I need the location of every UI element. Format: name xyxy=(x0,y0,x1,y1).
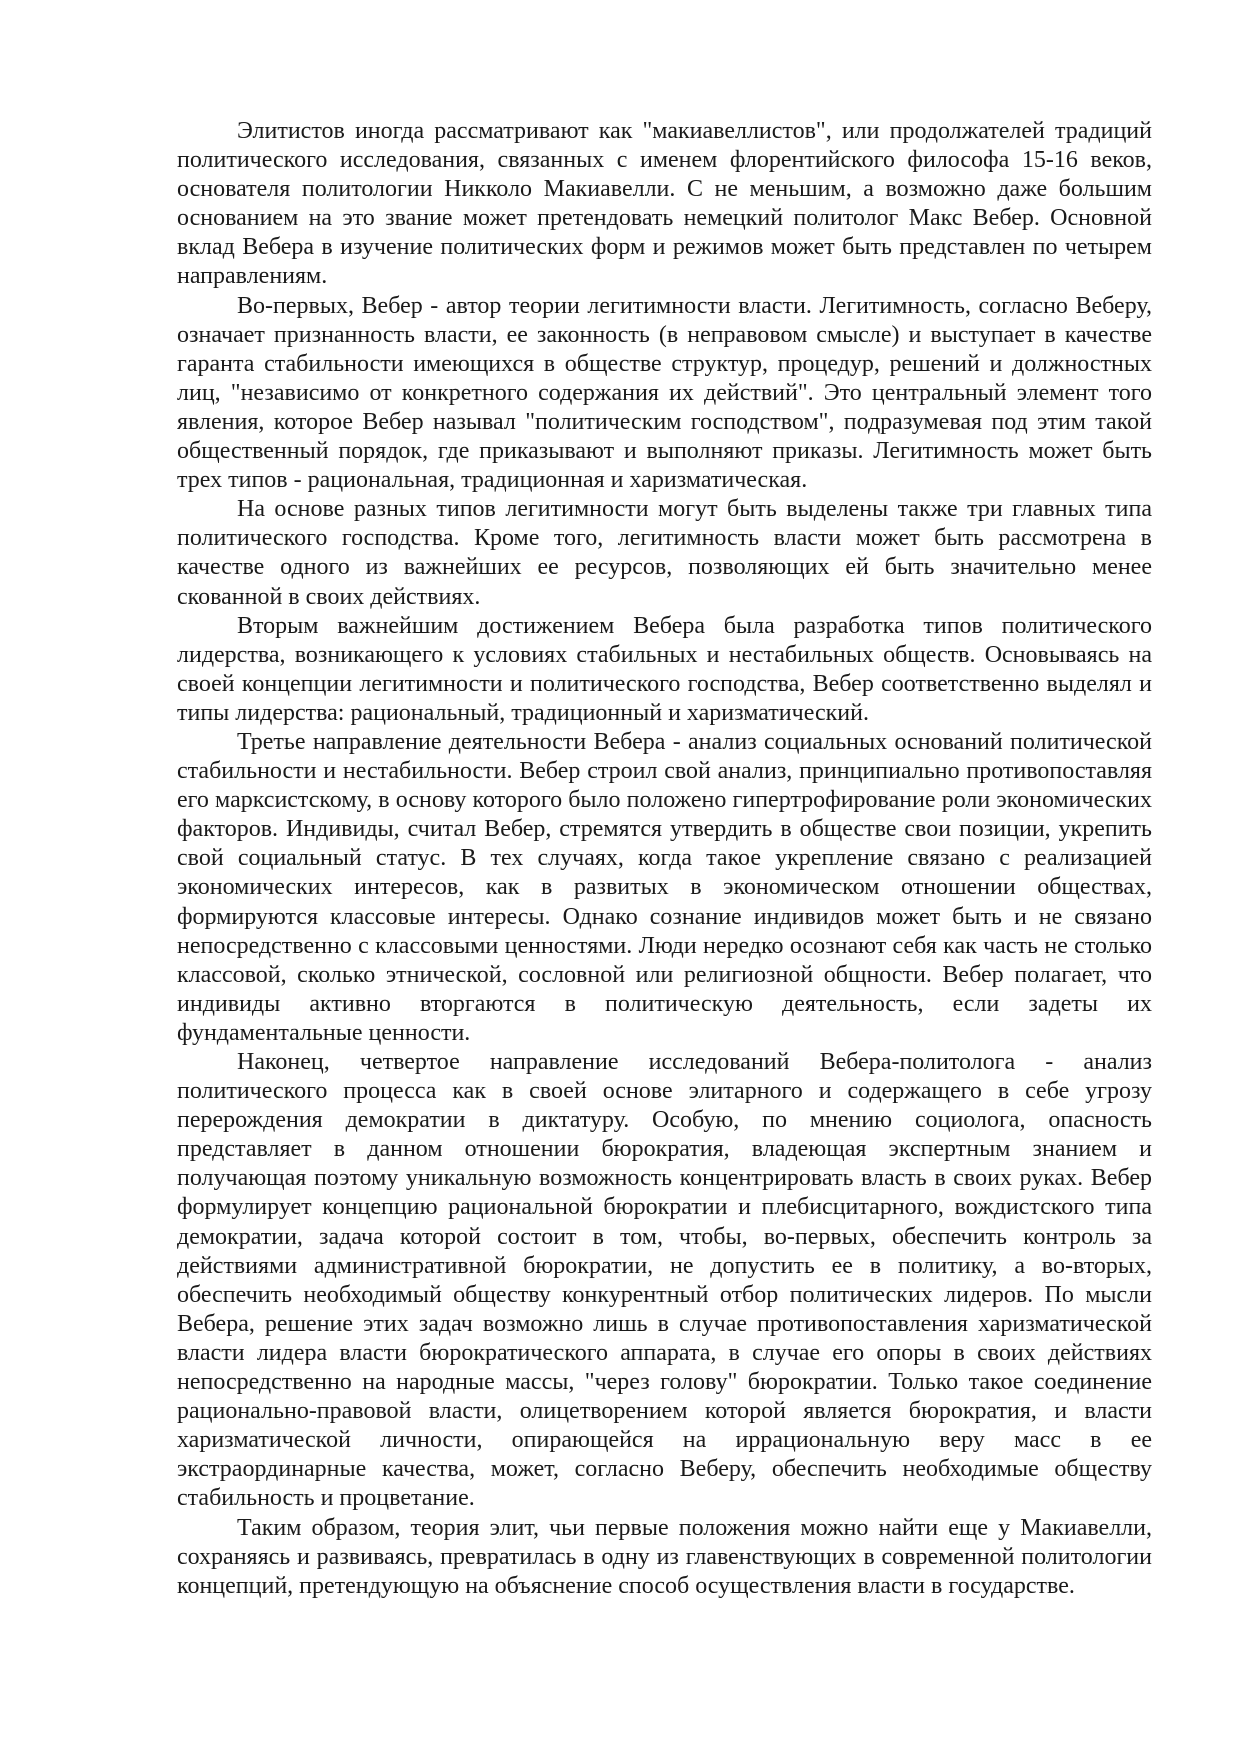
document-page xyxy=(177,117,1152,1601)
paragraph-3: На основе разных типов легитимности могут быть выделены также три главных типа политического господства. Кроме того, легитимность власти может быть рассмотрена в качестве одного из важнейших ее ресурсов, позволяющих ей быть значительно менее скованной в своих действиях. xyxy=(177,496,1152,610)
paragraph-5: Третье направление деятельности Вебера - анализ социальных оснований политической стабильности и нестабильности. Вебер строил свой анализ, принципиально противопоставляя его марксистскому, в основу которого было положено гипертрофирование роли экономических факторов. Индивиды, считал Вебер, стремятся утвердить в обществе свои позиции, укрепить свой социальный статус. В тех случаях, когда такое укрепление связано с реализацией экономических интересов, как в развитых в экономическом отношении обществах, формируются классовые интересы. Однако сознание индивидов может быть и не связано непосредственно с классовыми ценностями. Люди нередко осознают себя как часть не столько классовой, сколько этнической, сословной или религиозной общности. Вебер полагает, что индивиды активно вторгаются в политическую деятельность, если задеты их фундаментальные ценности. xyxy=(177,728,1152,1046)
paragraph-1: Элитистов иногда рассматривают как "макиавеллистов", или продолжателей традиций политического исследования, связанных с именем флорентийского философа 15-16 веков, основателя политологии Никколо Макиавелли. С не меньшим, а возможно даже большим основанием на это звание может претендовать немецкий политолог Макс Вебер. Основной вклад Вебера в изучение политических форм и режимов может быть представлен по четырем направлениям. xyxy=(177,118,1152,290)
paragraph-2: Во-первых, Вебер - автор теории легитимности власти. Легитимность, согласно Веберу, означает признанность власти, ее законность (в неправовом смысле) и выступает в качестве гаранта стабильности имеющихся в обществе структур, процедур, решений и должностных лиц, "независимо от конкретного содержания их действий". Это центральный элемент того явления, которое Вебер называл "политическим господством", подразумевая под этим такой общественный порядок, где приказывают и выполняют приказы. Легитимность может быть трех типов - рациональная, традиционная и харизматическая. xyxy=(177,292,1152,494)
paragraph-4: Вторым важнейшим достижением Вебера была разработка типов политического лидерства, возникающего к условиях стабильных и нестабильных обществ. Основываясь на своей концепции легитимности и политического господства, Вебер соответственно выделял и типы лидерства: рациональный, традиционный и харизматический. xyxy=(177,612,1152,726)
paragraph-7: Таким образом, теория элит, чьи первые положения можно найти еще у Макиавелли, сохраняясь и развиваясь, превратилась в одну из главенствующих в современной политологии концепций, претендующую на объяснение способ осуществления власти в государстве. xyxy=(177,1514,1152,1599)
paragraph-6: Наконец, четвертое направление исследований Вебера-политолога - анализ политического процесса как в своей основе элитарного и содержащего в себе угрозу перерождения демократии в диктатуру. Особую, по мнению социолога, опасность представляет в данном отношении бюрократия, владеющая экспертным знанием и получающая поэтому уникальную возможность концентрировать власть в своих руках. Вебер формулирует концепцию рациональной бюрократии и плебисцитарного, вождистского типа демократии, задача которой состоит в том, чтобы, во-первых, обеспечить контроль за действиями административной бюрократии, не допустить ее в политику, а во-вторых, обеспечить необходимый обществу конкурентный отбор политических лидеров. По мысли Вебера, решение этих задач возможно лишь в случае противопоставления харизматической власти лидера власти бюрократического аппарата, в случае его опоры в своих действиях непосредственно на народные массы, "через голову" бюрократии. Только такое соединение рационально-правовой власти, олицетворением которой является бюрократия, и власти харизматической личности, опирающейся на иррациональную веру масс в ее экстраординарные качества, может, согласно Веберу, обеспечить необходимые обществу стабильность и процветание. xyxy=(177,1049,1152,1512)
